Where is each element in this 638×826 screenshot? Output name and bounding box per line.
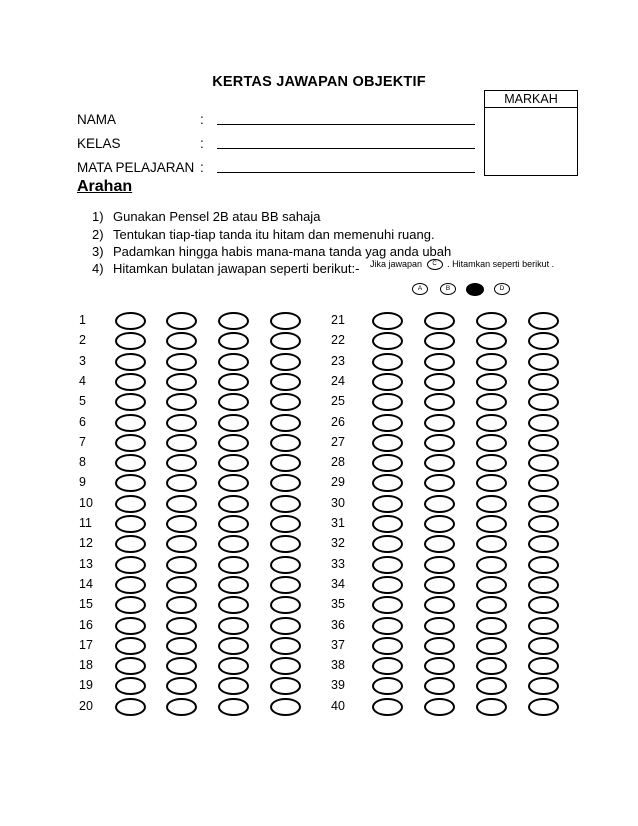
answer-bubble[interactable] (476, 556, 507, 574)
answer-bubble[interactable] (372, 332, 403, 350)
instructions-heading: Arahan (77, 178, 133, 195)
question-number: 12 (79, 536, 93, 551)
answer-bubble[interactable] (424, 353, 455, 371)
question-number: 18 (79, 658, 93, 673)
answer-bubble[interactable] (115, 637, 146, 655)
answer-bubble[interactable] (166, 515, 197, 533)
answer-bubble[interactable] (166, 495, 197, 513)
answer-bubble[interactable] (166, 332, 197, 350)
question-number: 31 (331, 516, 345, 530)
answer-bubble[interactable] (115, 353, 146, 371)
answer-bubble[interactable] (166, 474, 197, 492)
answer-bubble[interactable] (476, 535, 507, 553)
answer-bubble[interactable] (528, 698, 559, 716)
subject-field[interactable] (217, 172, 475, 173)
answer-bubble[interactable] (528, 617, 559, 635)
question-number: 17 (79, 637, 93, 652)
answer-bubble[interactable] (528, 657, 559, 675)
answer-bubble[interactable] (270, 515, 301, 533)
answer-bubble[interactable] (218, 393, 249, 411)
answer-bubble[interactable] (476, 617, 507, 635)
answer-bubble[interactable] (115, 393, 146, 411)
question-number: 14 (79, 576, 93, 591)
answer-bubble[interactable] (115, 373, 146, 391)
example-circled-option: C (427, 259, 443, 270)
answer-bubble[interactable] (115, 556, 146, 574)
answer-bubble[interactable] (270, 698, 301, 716)
question-number: 36 (331, 617, 345, 632)
answer-bubble[interactable] (424, 474, 455, 492)
answer-bubble[interactable] (372, 657, 403, 675)
answer-bubble[interactable] (476, 332, 507, 350)
answer-bubble[interactable] (218, 495, 249, 513)
answer-bubble[interactable] (528, 637, 559, 655)
answer-bubble[interactable] (424, 312, 455, 330)
marks-box (484, 90, 578, 176)
answer-bubble[interactable] (528, 677, 559, 695)
example-option-a: A (412, 283, 428, 295)
instruction-text: Gunakan Pensel 2B atau BB sahaja (113, 209, 321, 224)
answer-bubble[interactable] (476, 454, 507, 472)
answer-bubble[interactable] (115, 312, 146, 330)
question-number: 13 (79, 556, 93, 571)
answer-bubble[interactable] (270, 353, 301, 371)
answer-bubble[interactable] (115, 596, 146, 614)
answer-bubble[interactable] (424, 454, 455, 472)
answer-bubble[interactable] (528, 495, 559, 513)
question-number: 5 (79, 394, 86, 409)
answer-bubble[interactable] (115, 332, 146, 350)
question-number: 21 (331, 313, 345, 327)
answer-bubble[interactable] (115, 474, 146, 492)
answer-bubble[interactable] (166, 434, 197, 452)
answer-bubble[interactable] (166, 393, 197, 411)
question-number: 40 (331, 698, 345, 713)
answer-bubble[interactable] (372, 474, 403, 492)
class-colon: : (200, 136, 204, 151)
answer-bubble[interactable] (218, 596, 249, 614)
name-field[interactable] (217, 124, 475, 125)
answer-bubble[interactable] (218, 454, 249, 472)
answer-bubble[interactable] (372, 535, 403, 553)
answer-bubble[interactable] (166, 677, 197, 695)
instruction-item (92, 227, 435, 242)
answer-bubble[interactable] (218, 576, 249, 594)
question-number: 29 (331, 475, 345, 490)
instruction-item (92, 244, 451, 259)
question-number: 28 (331, 455, 345, 470)
answer-bubble[interactable] (270, 414, 301, 432)
answer-bubble[interactable] (115, 434, 146, 452)
answer-bubble[interactable] (270, 677, 301, 695)
answer-bubble[interactable] (372, 414, 403, 432)
answer-bubble[interactable] (166, 556, 197, 574)
answer-bubble[interactable] (424, 515, 455, 533)
question-number: 4 (79, 373, 86, 388)
question-number: 24 (331, 373, 345, 388)
answer-bubble[interactable] (166, 576, 197, 594)
answer-bubble[interactable] (166, 353, 197, 371)
question-number: 8 (79, 455, 86, 470)
answer-bubble[interactable] (270, 474, 301, 492)
answer-bubble[interactable] (166, 373, 197, 391)
answer-bubble[interactable] (528, 353, 559, 371)
question-number: 9 (79, 475, 86, 490)
question-number: 7 (79, 434, 86, 449)
answer-bubble[interactable] (424, 657, 455, 675)
example-option-filled (466, 283, 484, 296)
answer-bubble[interactable] (270, 596, 301, 614)
subject-colon: : (200, 160, 204, 175)
question-number: 25 (331, 394, 345, 409)
answer-bubble[interactable] (270, 637, 301, 655)
answer-bubble[interactable] (528, 515, 559, 533)
answer-bubble[interactable] (270, 657, 301, 675)
answer-bubble[interactable] (218, 535, 249, 553)
example-caption (370, 259, 554, 270)
answer-bubble[interactable] (115, 454, 146, 472)
question-number: 27 (331, 434, 345, 449)
answer-bubble[interactable] (218, 677, 249, 695)
question-number: 23 (331, 353, 345, 368)
question-number: 30 (331, 495, 345, 510)
answer-bubble[interactable] (372, 677, 403, 695)
answer-bubble[interactable] (424, 576, 455, 594)
example-prefix: Jika jawapan (370, 259, 423, 269)
question-number: 10 (79, 495, 93, 510)
question-number: 39 (331, 678, 345, 693)
answer-bubble[interactable] (528, 434, 559, 452)
answer-bubble[interactable] (270, 535, 301, 553)
answer-bubble[interactable] (476, 414, 507, 432)
answer-bubble[interactable] (270, 495, 301, 513)
answer-bubble[interactable] (372, 312, 403, 330)
answer-bubble[interactable] (476, 698, 507, 716)
answer-bubble[interactable] (476, 657, 507, 675)
answer-bubble[interactable] (476, 495, 507, 513)
answer-bubble[interactable] (218, 312, 249, 330)
answer-bubble[interactable] (270, 434, 301, 452)
instruction-text: Padamkan hingga habis mana-mana tanda yag anda ubah (113, 244, 452, 259)
answer-bubble[interactable] (166, 535, 197, 553)
answer-bubble[interactable] (528, 454, 559, 472)
subject-label: MATA PELAJARAN (77, 160, 195, 175)
answer-bubble[interactable] (115, 657, 146, 675)
answer-bubble[interactable] (218, 434, 249, 452)
answer-bubble[interactable] (372, 596, 403, 614)
instruction-number: 4) (92, 261, 104, 276)
answer-bubble[interactable] (476, 312, 507, 330)
question-number: 19 (79, 678, 93, 693)
page-title: KERTAS JAWAPAN OBJEKTIF (212, 74, 426, 90)
question-number: 3 (79, 353, 86, 368)
answer-bubble[interactable] (372, 698, 403, 716)
answer-bubble[interactable] (166, 414, 197, 432)
instruction-number: 2) (92, 227, 104, 242)
class-field[interactable] (217, 148, 475, 149)
answer-bubble[interactable] (218, 556, 249, 574)
answer-bubble[interactable] (528, 332, 559, 350)
answer-bubble[interactable] (115, 535, 146, 553)
answer-bubble[interactable] (115, 617, 146, 635)
answer-bubble[interactable] (218, 353, 249, 371)
answer-bubble[interactable] (476, 637, 507, 655)
name-colon: : (200, 112, 204, 127)
answer-bubble[interactable] (424, 332, 455, 350)
answer-bubble[interactable] (218, 698, 249, 716)
answer-bubble[interactable] (424, 414, 455, 432)
answer-bubble[interactable] (424, 393, 455, 411)
question-number: 35 (331, 597, 345, 612)
instruction-text: Hitamkan bulatan jawapan seperti berikut:- (113, 261, 360, 276)
answer-bubble[interactable] (476, 353, 507, 371)
question-number: 37 (331, 637, 345, 652)
answer-bubble[interactable] (372, 393, 403, 411)
answer-bubble[interactable] (424, 698, 455, 716)
marks-label: MARKAH (485, 91, 577, 108)
answer-bubble[interactable] (528, 576, 559, 594)
answer-bubble[interactable] (115, 576, 146, 594)
instruction-number: 3) (92, 244, 104, 259)
example-option-b: B (440, 283, 456, 295)
answer-bubble[interactable] (270, 393, 301, 411)
answer-bubble[interactable] (528, 535, 559, 553)
answer-bubble[interactable] (528, 596, 559, 614)
answer-bubble[interactable] (528, 373, 559, 391)
answer-bubble[interactable] (270, 556, 301, 574)
class-label: KELAS (77, 136, 121, 151)
question-number: 1 (79, 313, 86, 327)
answer-bubble[interactable] (372, 576, 403, 594)
answer-bubble[interactable] (218, 617, 249, 635)
answer-bubble[interactable] (476, 474, 507, 492)
answer-bubble[interactable] (476, 515, 507, 533)
answer-bubble[interactable] (476, 576, 507, 594)
answer-bubble[interactable] (270, 617, 301, 635)
answer-bubble[interactable] (528, 474, 559, 492)
question-number: 22 (331, 333, 345, 348)
answer-bubble[interactable] (218, 373, 249, 391)
question-number: 20 (79, 698, 93, 713)
answer-bubble[interactable] (372, 617, 403, 635)
answer-bubble[interactable] (424, 617, 455, 635)
example-suffix: . Hitamkan seperti berikut . (447, 259, 555, 269)
instruction-item (92, 261, 359, 276)
answer-bubble[interactable] (372, 373, 403, 391)
answer-bubble[interactable] (476, 373, 507, 391)
answer-bubble[interactable] (115, 414, 146, 432)
answer-bubble[interactable] (372, 515, 403, 533)
question-number: 6 (79, 414, 86, 429)
answer-bubble[interactable] (218, 474, 249, 492)
answer-bubble[interactable] (166, 312, 197, 330)
instruction-number: 1) (92, 209, 104, 224)
answer-bubble[interactable] (270, 312, 301, 330)
answer-bubble[interactable] (115, 698, 146, 716)
instruction-item (92, 209, 320, 224)
answer-bubble[interactable] (166, 617, 197, 635)
answer-bubble[interactable] (528, 414, 559, 432)
example-option-d: D (494, 283, 510, 295)
answer-bubble[interactable] (424, 556, 455, 574)
instruction-text: Tentukan tiap-tiap tanda itu hitam dan memenuhi ruang. (113, 227, 435, 242)
answer-bubble[interactable] (424, 495, 455, 513)
question-number: 33 (331, 556, 345, 571)
question-number: 32 (331, 536, 345, 551)
answer-bubble[interactable] (372, 353, 403, 371)
answer-bubble[interactable] (372, 495, 403, 513)
answer-bubble[interactable] (270, 454, 301, 472)
answer-bubble[interactable] (372, 556, 403, 574)
question-number: 16 (79, 617, 93, 632)
answer-bubble[interactable] (270, 576, 301, 594)
answer-bubble[interactable] (166, 657, 197, 675)
answer-bubble[interactable] (424, 637, 455, 655)
answer-bubble[interactable] (218, 637, 249, 655)
answer-bubble[interactable] (218, 332, 249, 350)
question-number: 38 (331, 658, 345, 673)
answer-bubble[interactable] (424, 535, 455, 553)
answer-bubble[interactable] (372, 434, 403, 452)
answer-bubble[interactable] (166, 454, 197, 472)
answer-bubble[interactable] (270, 332, 301, 350)
answer-bubble[interactable] (476, 596, 507, 614)
answer-bubble[interactable] (424, 434, 455, 452)
answer-bubble[interactable] (166, 637, 197, 655)
name-label: NAMA (77, 112, 117, 127)
answer-bubble[interactable] (218, 515, 249, 533)
answer-bubble[interactable] (372, 637, 403, 655)
answer-bubble[interactable] (218, 657, 249, 675)
answer-bubble[interactable] (115, 677, 146, 695)
question-number: 26 (331, 414, 345, 429)
question-number: 15 (79, 597, 93, 612)
answer-bubble[interactable] (166, 596, 197, 614)
question-number: 11 (79, 516, 92, 530)
answer-bubble[interactable] (218, 414, 249, 432)
answer-bubble[interactable] (528, 556, 559, 574)
question-number: 2 (79, 333, 86, 348)
answer-bubble[interactable] (115, 515, 146, 533)
answer-bubble[interactable] (424, 596, 455, 614)
answer-bubble[interactable] (476, 393, 507, 411)
answer-bubble[interactable] (115, 495, 146, 513)
answer-bubble[interactable] (166, 698, 197, 716)
answer-bubble[interactable] (476, 677, 507, 695)
answer-bubble[interactable] (528, 312, 559, 330)
question-number: 34 (331, 576, 345, 591)
answer-bubble[interactable] (528, 393, 559, 411)
answer-bubble[interactable] (372, 454, 403, 472)
answer-bubble[interactable] (424, 677, 455, 695)
answer-bubble[interactable] (424, 373, 455, 391)
answer-bubble[interactable] (270, 373, 301, 391)
answer-bubble[interactable] (476, 434, 507, 452)
